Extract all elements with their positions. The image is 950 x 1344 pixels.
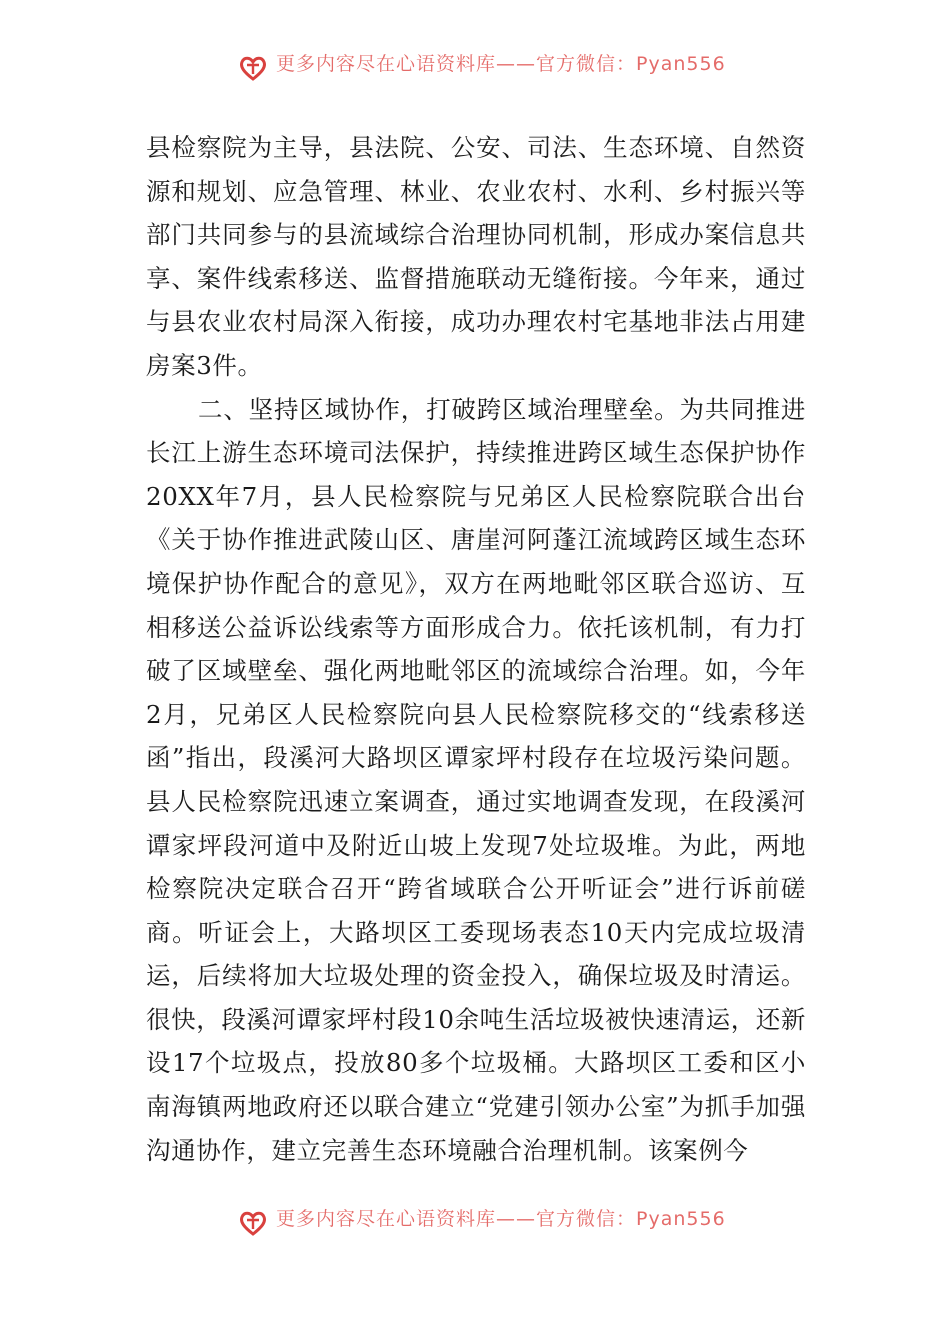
watermark-text: 更多内容尽在心语资料库——官方微信：Pyan556 [276, 52, 726, 75]
heart-logo-icon [238, 55, 268, 81]
heart-logo-icon [238, 1210, 268, 1236]
watermark-text: 更多内容尽在心语资料库——官方微信：Pyan556 [276, 1207, 726, 1230]
footer-watermark [238, 1207, 758, 1239]
header-watermark [238, 52, 758, 84]
paragraph-2: 二、坚持区域协作，打破跨区域治理壁垒。为共同推进长江上游生态环境司法保护，持续推进跨区域生态保护协作20XX年7月，县人民检察院与兄弟区人民检察院联合出台《关于协作推进武陵山区、唐崖河阿蓬江流域跨区域生态环境保护协作配合的意见》，双方在两地毗邻区联合巡访、互相移送公益诉讼线索等方面形成合力。依托该机制，有力打破了区域壁垒、强化两地毗邻区的流域综合治理。如，今年2月，兄弟区人民检察院向县人民检察院移交的“线索移送函”指出，段溪河大路坝区谭家坪村段存在垃圾污染问题。县人民检察院迅速立案调查，通过实地调查发现，在段溪河谭家坪段河道中及附近山坡上发现7处垃圾堆。为此，两地检察院决定联合召开“跨省域联合公开听证会”进行诉前磋商。听证会上，大路坝区工委现场表态10天内完成垃圾清运，后续将加大垃圾处理的资金投入，确保垃圾及时清运。很快，段溪河谭家坪村段10余吨生活垃圾被快速清运，还新设17个垃圾点，投放80多个垃圾桶。大路坝区工委和区小南海镇两地政府还以联合建立“党建引领办公室”为抓手加强沟通协作，建立完善生态环境融合治理机制。该案例今 [146, 394, 806, 1165]
paragraph-1: 县检察院为主导，县法院、公安、司法、生态环境、自然资源和规划、应急管理、林业、农业农村、水利、乡村振兴等部门共同参与的县流域综合治理协同机制，形成办案信息共享、案件线索移送、监督措施联动无缝衔接。今年来，通过与县农业农村局深入衔接，成功办理农村宅基地非法占用建房案3件。 [146, 133, 806, 380]
document-body [146, 126, 806, 1172]
